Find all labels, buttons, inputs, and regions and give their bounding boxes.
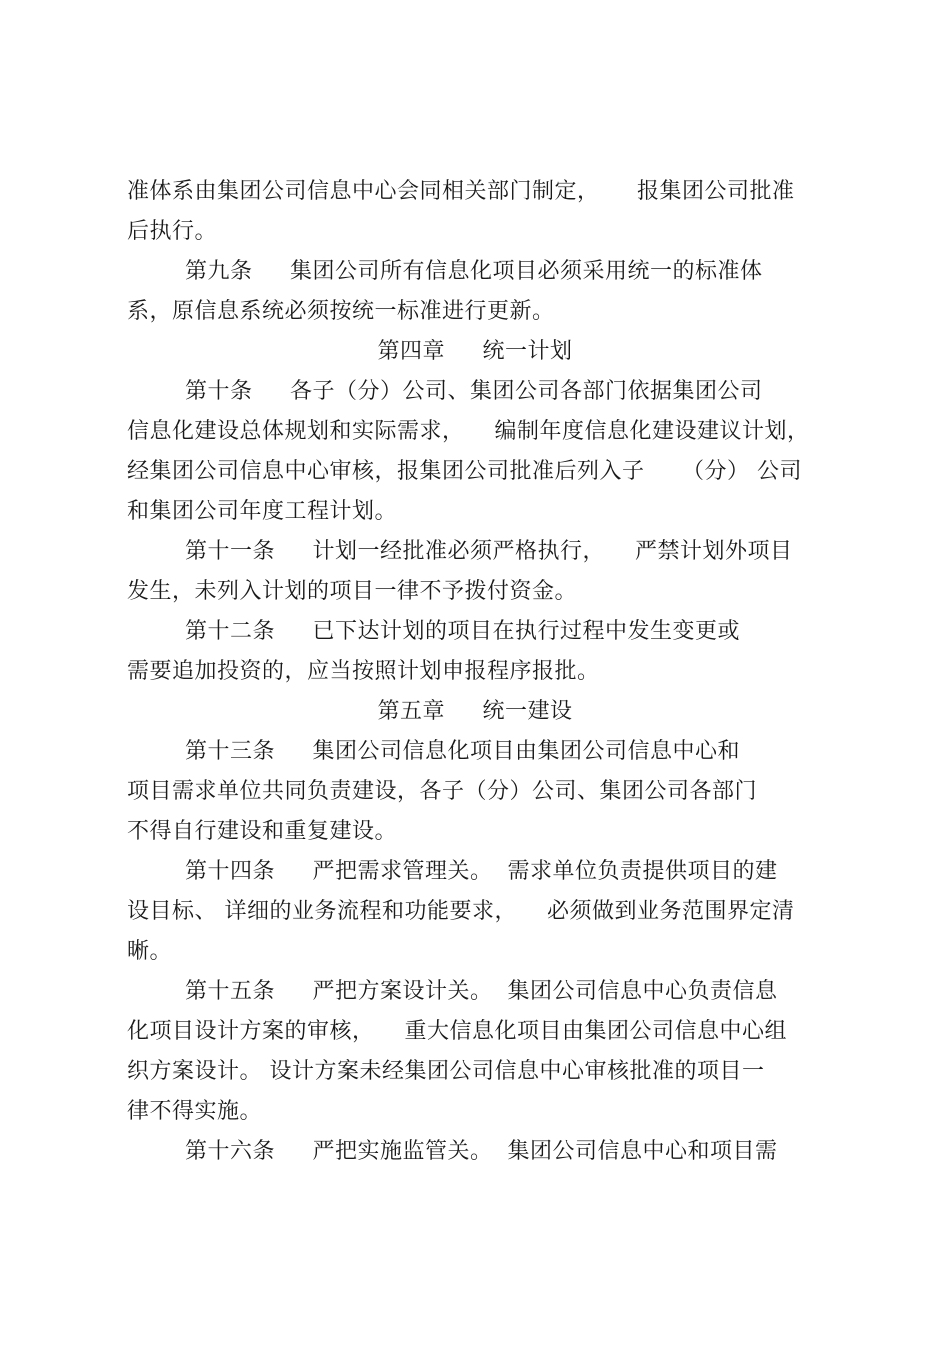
text-line: 经集团公司信息中心审核，报集团公司批准后列入子 （分） 公司 — [127, 459, 802, 484]
text-line: 织方案设计。 设计方案未经集团公司信息中心审核批准的项目一 — [127, 1059, 765, 1084]
article-12-heading: 第十二条 已下达计划的项目在执行过程中发生变更或 — [185, 619, 740, 644]
text-line: 和集团公司年度工程计划。 — [127, 499, 398, 524]
article-15-heading: 第十五条 严把方案设计关。 集团公司信息中心负责信息 — [185, 979, 778, 1004]
text-line: 发生，未列入计划的项目一律不予拨付资金。 — [127, 579, 578, 604]
text-line: 不得自行建设和重复建设。 — [127, 819, 398, 844]
article-13-heading: 第十三条 集团公司信息化项目由集团公司信息中心和 — [185, 739, 740, 764]
text-line: 后执行。 — [127, 219, 218, 244]
text-line: 项目需求单位共同负责建设，各子（分）公司、集团公司各部门 — [127, 779, 758, 804]
text-line: 系，原信息系统必须按统一标准进行更新。 — [127, 299, 555, 324]
chapter-4-title: 第四章 统一计划 — [377, 339, 573, 364]
article-14-heading: 第十四条 严把需求管理关。 需求单位负责提供项目的建 — [185, 859, 778, 884]
text-line: 化项目设计方案的审核， 重大信息化项目由集团公司信息中心组 — [127, 1019, 787, 1044]
article-10-heading: 第十条 各子（分）公司、集团公司各部门依据集团公司 — [185, 379, 763, 404]
chapter-5-title: 第五章 统一建设 — [377, 699, 573, 724]
text-line: 信息化建设总体规划和实际需求， 编制年度信息化建设建议计划， — [127, 419, 810, 444]
text-line: 需要追加投资的，应当按照计划申报程序报批。 — [127, 659, 600, 684]
article-16-heading: 第十六条 严把实施监管关。 集团公司信息中心和项目需 — [185, 1139, 778, 1164]
text-line: 晰。 — [127, 939, 173, 964]
article-11-heading: 第十一条 计划一经批准必须严格执行， 严禁计划外项目 — [185, 539, 793, 564]
text-line: 律不得实施。 — [127, 1099, 263, 1124]
article-9-heading: 第九条 集团公司所有信息化项目必须采用统一的标准体 — [185, 259, 763, 284]
text-line: 设目标、 详细的业务流程和功能要求， 必须做到业务范围界定清 — [127, 899, 795, 924]
text-line: 准体系由集团公司信息中心会同相关部门制定， 报集团公司批准 — [127, 179, 795, 204]
